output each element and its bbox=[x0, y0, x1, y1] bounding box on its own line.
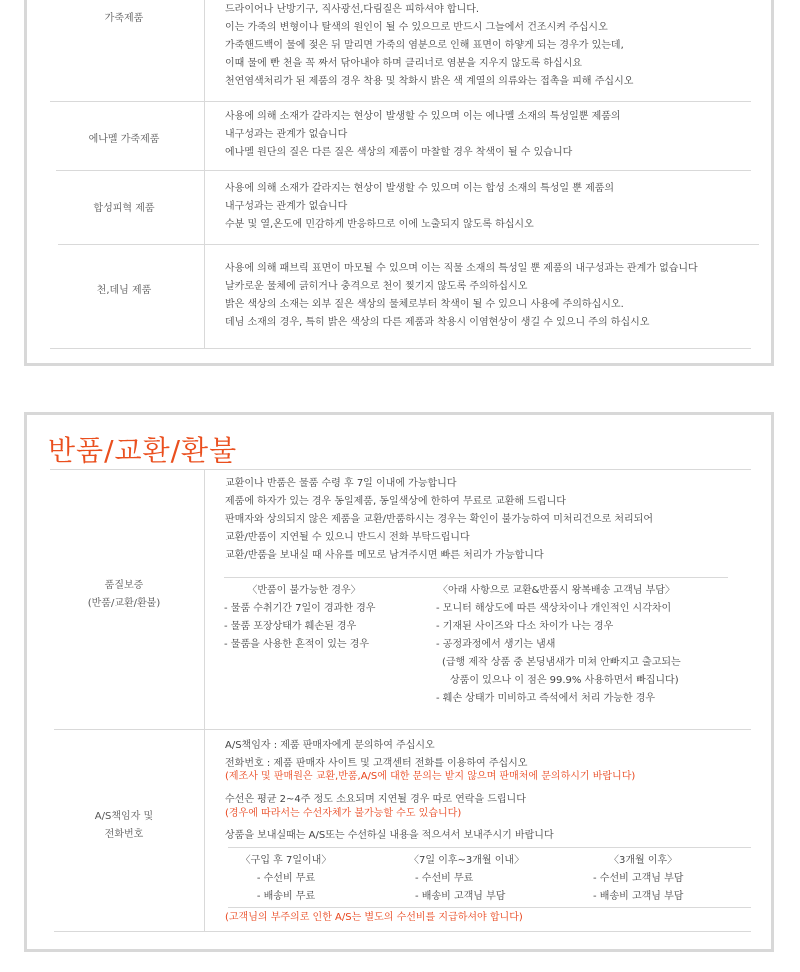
row-label-leather: 가죽제품 bbox=[104, 13, 144, 24]
row-divider bbox=[56, 170, 751, 171]
row-divider bbox=[50, 101, 751, 102]
row-divider bbox=[58, 244, 759, 245]
period-after-3months: 〈3개월 이후〉 - 수선비 고객님 부담 - 배송비 고객님 부담 bbox=[593, 855, 684, 902]
row-divider bbox=[54, 729, 751, 730]
row-label-as: A/S책임자 및 전화번호 bbox=[94, 811, 154, 840]
period-0-7days: 〈구입 후 7일이내〉 - 수선비 무료 - 배송비 무료 bbox=[240, 855, 332, 902]
row-text-leather: 드라이어나 난방기구, 직사광선,다림질은 피하셔야 합니다. 이는 가죽의 변형이나 탈색의 원인이 될 수 있으므로 반드시 그늘에서 건조시켜 주십시오 가죽핸드백이 물에 젖은 뒤 말리면 가죽의 염분으로 인해 표면이 하얗게 되는 경우가 있는데, 이때 물에 빤 천을 꼭 짜서 닦아내야 하며 클리너로 염분을 지우지 않도록 하십시요 천연염색처리가 된 제품의 경우 착용 및 착화시 밝은 색 계열의 의류와는 접촉을 피해 주십시오 bbox=[225, 4, 634, 87]
table-bottom-border bbox=[54, 931, 751, 932]
quality-text: 교환이나 반품은 물품 수령 후 7일 이내에 가능합니다 제품에 하자가 있는 경우 동일제품, 동일색상에 한하여 무료로 교환해 드립니다 판매자와 상의되지 않은 제품을 교환/반품하시는 경우는 확인이 불가능하여 미처리건으로 처리되어 교환/반품이 지연될 수 있으니 반드시 전화 부탁드립니다 교환/반품을 보내실 때 사유를 메모로 남겨주시면 빠른 처리가 가능합니다 bbox=[225, 478, 654, 561]
not-returnable-list: 〈반품이 불가능한 경우〉 - 물품 수취기간 7일이 경과한 경우 - 물품 포장상태가 훼손된 경우 - 물품을 사용한 흔적이 있는 경우 bbox=[224, 585, 376, 650]
row-text-enamel: 사용에 의해 소재가 갈라지는 현상이 발생할 수 있으며 이는 에나멜 소재의 특성일뿐 제품의 내구성과는 관계가 없습니다 에나멜 원단의 질은 다른 질은 색상의 제품이 마찰할 경우 착색이 될 수 있습니다 bbox=[225, 111, 621, 158]
title-underline bbox=[50, 469, 751, 470]
section-title: 반품/교환/환불 bbox=[48, 434, 238, 467]
row-label-quality: 품질보증 (반품/교환/환불) bbox=[87, 580, 161, 609]
as-footer-note: (고객님의 부주의로 인한 A/S는 별도의 수선비를 지급하셔야 합니다) bbox=[225, 912, 523, 923]
row-label-enamel: 에나멜 가죽제품 bbox=[88, 134, 160, 145]
sub-divider bbox=[224, 577, 728, 578]
care-instructions-panel bbox=[24, 0, 774, 366]
returns-panel bbox=[24, 412, 774, 952]
column-divider bbox=[204, 470, 205, 931]
row-label-synthetic: 합성피혁 제품 bbox=[93, 203, 155, 214]
row-text-fabric: 사용에 의해 패브릭 표면이 마모될 수 있으며 이는 직물 소재의 특성일 뿐 제품의 내구성과는 관계가 없습니다 날카로운 물체에 긁히거나 충격으로 천이 찢기지 않도록 주의하십시오 밝은 색상의 소재는 외부 짙은 색상의 물체로부터 착색이 될 수 있으니 사용에 주의하십시오. 데님 소재의 경우, 특히 밝은 색상의 다른 제품과 착용시 이염현상이 생길 수 있으니 주의 하십시오 bbox=[225, 263, 698, 328]
sub-divider bbox=[228, 847, 751, 848]
column-divider bbox=[204, 0, 205, 348]
period-7days-3months: 〈7일 이후~3개월 이내〉 - 수선비 무료 - 배송비 고객님 부담 bbox=[409, 855, 525, 902]
customer-pays-list: 〈아래 사항으로 교환&반품시 왕복배송 고객님 부담〉 - 모니터 해상도에 따른 색상차이나 개인적인 시각차이 - 기재된 사이즈와 다소 차이가 나는 경우 - 공정과정에서 생기는 냄새 (급행 제작 상품 중 본딩냄새가 미쳐 안빠지고 출고되는 상품이 있으나 이 점은 99.9% 사용하면서 빠집니다) - 훼손 상태가 미비하고 즉석에서 처리 가능한 경우 bbox=[436, 585, 681, 704]
row-label-fabric: 천,데님 제품 bbox=[96, 285, 152, 296]
row-text-synthetic: 사용에 의해 소재가 갈라지는 현상이 발생할 수 있으며 이는 합성 소재의 특성일 뿐 제품의 내구성과는 관계가 없습니다 수분 및 열,온도에 민감하게 반응하므로 이에 노출되지 않도록 하십시오 bbox=[225, 183, 615, 230]
as-text: A/S책임자 : 제품 판매자에게 문의하여 주십시오 전화번호 : 제품 판매자 사이트 및 고객센터 전화를 이용하여 주십시오 (제조사 및 판매원은 교환,반품,A/S에 대한 문의는 받지 않으며 판매처에 문의하시기 바랍니다) 수선은 평균 2~4주 정도 소요되며 지연될 경우 따로 연락을 드립니다 (경우에 따라서는 수선자체가 불가능할 수도 있습니다) 상품을 보내실때는 A/S또는 수선하실 내용을 적으셔서 보내주시기 바랍니다 bbox=[225, 740, 636, 841]
table-bottom-border bbox=[50, 348, 751, 349]
sub-divider bbox=[228, 907, 751, 908]
